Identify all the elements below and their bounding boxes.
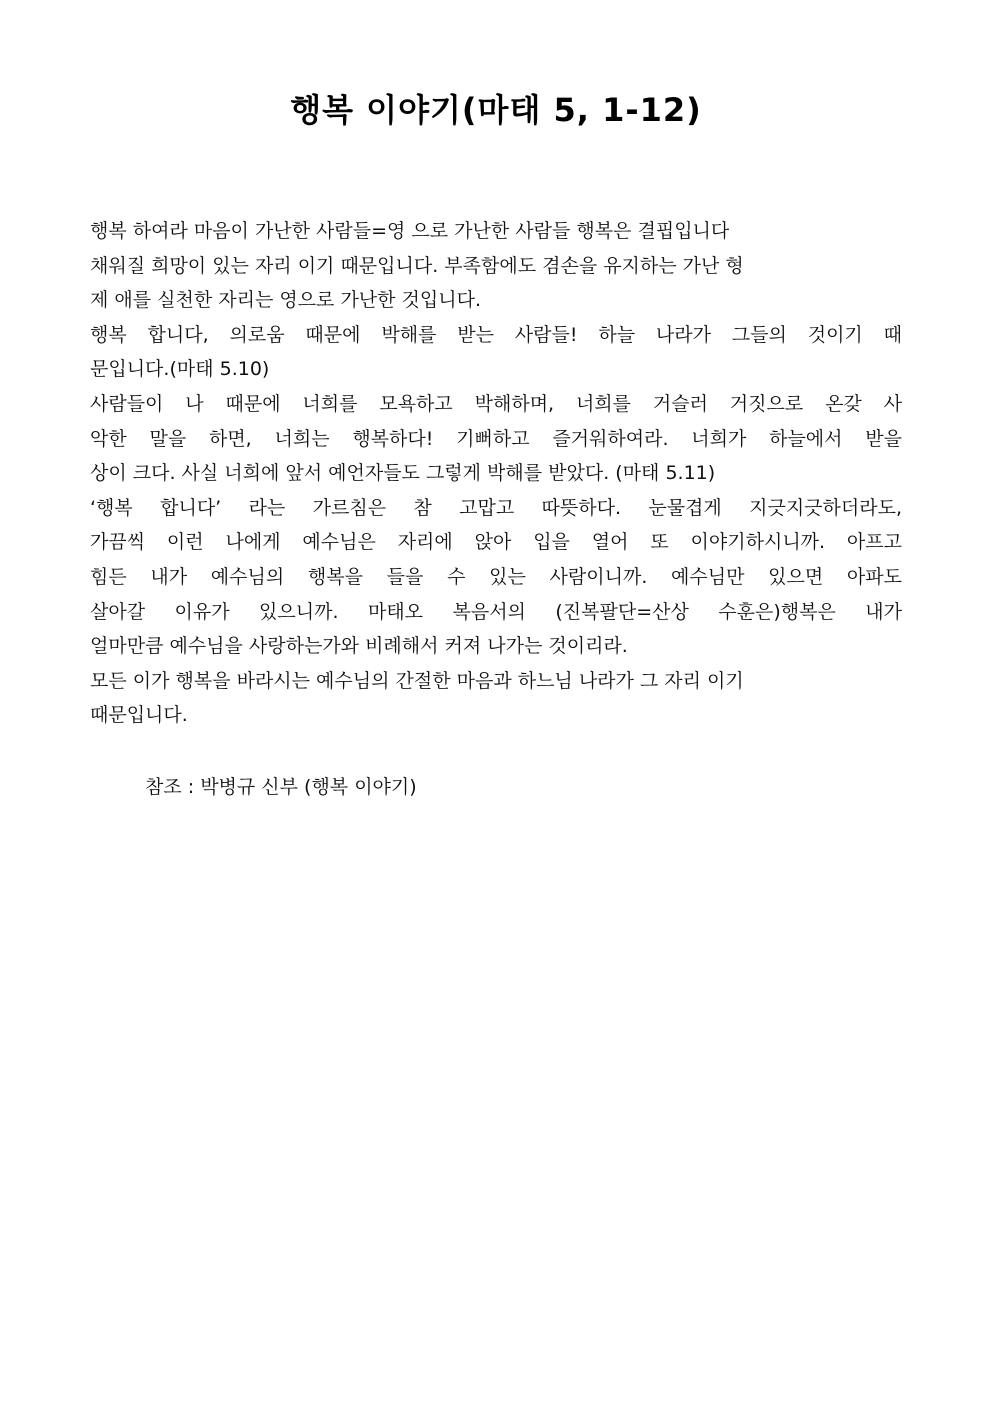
body-line: 문입니다.(마태 5.10) [90,358,270,381]
body-line: 얼마만큼 예수님을 사랑하는가와 비례해서 커져 나가는 것이리라. [90,635,628,658]
reference-note: 참조 : 박병규 신부 (행복 이야기) [145,776,417,798]
body-line: 행복 합니다, 의로움 때문에 박해를 받는 사람들! 하늘 나라가 그들의 것이기 때 [90,323,902,346]
body-line: 살아갈 이유가 있으니까. 마태오 복음서의 (진복팔단=산상 수훈은)행복은 내가 [90,600,902,623]
body-line: 제 애를 실천한 자리는 영으로 가난한 것입니다. [90,289,482,312]
body-line: 사람들이 나 때문에 너희를 모욕하고 박해하며, 너희를 거슬러 거짓으로 온갖 사 [90,392,902,415]
body-line: 행복 하여라 마음이 가난한 사람들=영 으로 가난한 사람들 행복은 결핍입니다 [90,220,730,242]
body-line: ‘행복 합니다’ 라는 가르침은 참 고맙고 따뜻하다. 눈물겹게 지긋지긋하더라도, [90,496,902,519]
body-line: 때문입니다. [90,704,188,727]
body-line: 힘든 내가 예수님의 행복을 들을 수 있는 사람이니까. 예수님만 있으면 아파도 [90,565,902,588]
body-line: 악한 말을 하면, 너희는 행복하다! 기뻐하고 즐거워하여라. 너희가 하늘에서 받을 [90,427,902,450]
body-line: 상이 크다. 사실 너희에 앞서 예언자들도 그렇게 박해를 받았다. (마태 5.11) [90,462,716,485]
document-body [90,214,902,733]
body-line: 가끔씩 이런 나에게 예수님은 자리에 앉아 입을 열어 또 이야기하시니까. 아프고 [90,531,902,554]
document-title: 행복 이야기(마태 5, 1-12) [290,91,702,129]
body-line: 채워질 희망이 있는 자리 이기 때문입니다. 부족함에도 겸손을 유지하는 가난 형 [90,254,744,277]
body-line: 모든 이가 행복을 바라시는 예수님의 간절한 마음과 하느님 나라가 그 자리 이기 [90,669,744,692]
